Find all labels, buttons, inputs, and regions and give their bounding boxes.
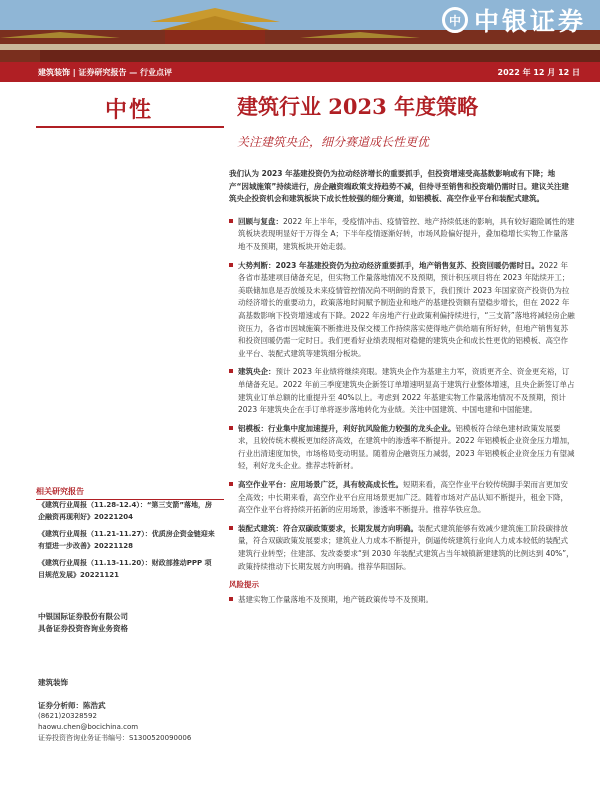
- report-date: 2022 年 12 月 12 日: [497, 68, 580, 77]
- analyst-phone: (8621)20328592: [38, 712, 97, 720]
- bullet-text: 铝模板符合绿色建材政策发展要求，且较传统木模板更加经济高效，在建筑中的渗透率不断提升。2022 年铝模板企业资金压力增加，行业出清速度加快，市场格局变动明显。随着房企融资压力减弱，2023 年铝模板企业资金压力有望减轻，利好龙头企业。推荐志特新材。: [238, 423, 575, 471]
- bullet-aerial-platform: [229, 479, 575, 517]
- bullet-text: 2022 年各省市基建项目储备充足，但实物工作量落地情况不及预期，预计积压项目将在 2023 年陆续开工；美联储加息是否放缓及未来疫情管控情况尚不明朗的背景下，我们预计 2023 年国家资产投资仍为拉动经济增长的重要动力，政策落地时间赋予制造业和地产的基建投资额有望稳步增长，但在 2022 年高基数影响下投资增速或有下降。2022 年房地产行业政策利偏持续进行，“三支箭”落地将减轻房企融资压力，各省市因城施策不断推进及保交楼工作持续落实使得地产供给端有所好转，但地产销售复苏和投资回暖仍需一定时日。我们更看好业绩表现相对稳健的建筑央企和成长性更优的铝模板、高空作业平台、装配式建筑等建筑细分板块。: [238, 260, 575, 358]
- breadcrumb: 建筑装饰 | 证券研究报告 — 行业点评: [38, 68, 173, 77]
- bullet-square-icon: [229, 597, 233, 601]
- bullet-square-icon: [229, 426, 233, 430]
- risk-heading: 风险提示: [229, 580, 259, 590]
- bullet-square-icon: [229, 263, 233, 267]
- related-report-link[interactable]: 《建筑行业周报（11.21-11.27）：优质房企资金链迎来有望进一步改善》20221128: [38, 530, 215, 550]
- rating-label: 中性: [105, 97, 154, 123]
- bullet-outlook: [229, 260, 575, 361]
- bullet-square-icon: [229, 369, 233, 373]
- rating-divider: [36, 126, 224, 128]
- bullet-square-icon: [229, 482, 233, 486]
- analyst-info: [38, 700, 218, 744]
- brand-name: 中银证券: [473, 7, 586, 36]
- bullet-risk: [229, 594, 575, 607]
- analyst-email[interactable]: haowu.chen@bocichina.com: [38, 723, 139, 731]
- bullet-text: 2022 年上半年，受疫情冲击、疫情管控、地产持续低迷的影响，具有较好避险属性的建筑板块表现明显好于万得全 A；下半年疫情逐渐好转，市场风险偏好提升，叠加稳增长实物工作量落地不及预期，建筑板块开始走弱。: [238, 216, 575, 251]
- bullet-text: 预计 2023 年业绩将继续亮眼。建筑央企作为基建主力军，资质更齐全、资金更充裕，订单储备充足。2022 年前三季度建筑央企新签订单增速明显高于建筑行业整体增速，且央企新签订单占建筑业订单总额的比重提升至 40%以上。考虑到 2022 年基建实物工作量落地情况不及预期，预计 2023 年建筑央企在手订单将逐步落地转化为业绩。关注中国建筑、中国电建和中国能建。: [238, 367, 575, 415]
- bullet-heading: 装配式建筑：符合双碳政策要求，长期发展方向明确。: [238, 523, 418, 533]
- company-info: [38, 611, 218, 635]
- main-content: [229, 168, 575, 612]
- bullet-central-soe: [229, 366, 575, 416]
- bullet-heading: 高空作业平台：应用场景广泛，具有较高成长性。: [238, 480, 403, 490]
- related-reports-list: [38, 500, 218, 587]
- bullet-heading: 回顾与复盘：: [238, 216, 283, 226]
- report-info-bar: [0, 62, 600, 82]
- bullet-aluminum-formwork: [229, 423, 575, 473]
- company-name: 中银国际证券股份有限公司: [38, 612, 128, 621]
- summary-paragraph: 我们认为 2023 年基建投资仍为拉动经济增长的重要抓手，但投资增速受高基数影响或有下降；地产“因城施策”持续进行，房企融资端政策支持趋势不减，但待寻至销售和投资端仍需时日。建议关注建筑央企投资机会和建筑板块下成长性较强的细分赛道，如铝模板、高空作业平台和装配式建筑。: [229, 169, 569, 204]
- report-title: 建筑行业 2023 年度策略: [237, 94, 479, 119]
- header-banner: [0, 0, 600, 62]
- analyst-name: 证券分析师：陈浩武: [38, 701, 106, 710]
- bullet-square-icon: [229, 526, 233, 530]
- boc-logo-icon: 中: [442, 7, 468, 33]
- bullet-text: 短期来看，高空作业平台较传统脚手架而言更加安全高效；中长期来看，高空作业平台应用场景更加广泛。随着市场对产品认知不断提升，租金下降，高空作业平台将持续开拓新的应用场景，渗透率不断提升。推荐华铁应急。: [238, 480, 568, 515]
- bullet-heading: 建筑央企：: [238, 367, 276, 377]
- bullet-prefab-building: [229, 523, 575, 573]
- analyst-license: 证券投资咨询业务证书编号：S1300520090006: [38, 734, 192, 742]
- bullet-text: 装配式建筑能够有效减少建筑施工阶段碳排放量，符合双碳政策发展要求；建筑业人力成本不断提升，倒逼传统建筑行业向人力成本较低的装配式建筑行业转型；住建部、发改委要求“到 2030 年装配式建筑占当年城镇新建建筑的比例达到 40%”，政策持续推动下长期发展方向明确。推荐华阳国际。: [238, 523, 574, 571]
- related-reports-heading: 相关研究报告: [36, 486, 224, 500]
- company-qualification: 具备证券投资咨询业务资格: [38, 624, 128, 633]
- bullet-review: [229, 216, 575, 254]
- related-report-link[interactable]: 《建筑行业周报（11.13-11.20）：财政部推动PPP 项目规范发展》20221121: [38, 559, 212, 579]
- risk-text: 基建实物工作量落地不及预期，地产链政策传导不及预期。: [238, 594, 433, 604]
- bullet-square-icon: [229, 219, 233, 223]
- bullet-heading: 铝模板：行业集中度加速提升，利好抗风险能力较强的龙头企业。: [238, 423, 456, 433]
- report-subtitle: 关注建筑央企，细分赛道成长性更优: [237, 135, 430, 149]
- related-report-link[interactable]: 《建筑行业周报（11.28-12.4）：“第三支箭”落地，房企融资再现利好》20221204: [38, 501, 213, 521]
- bullet-heading: 大势判断：2023 年基建投资仍为拉动经济重要抓手，地产销售复苏、投资回暖仍需时日。: [238, 260, 539, 270]
- sector-label: 建筑装饰: [38, 678, 68, 687]
- brand-logo: [442, 2, 586, 38]
